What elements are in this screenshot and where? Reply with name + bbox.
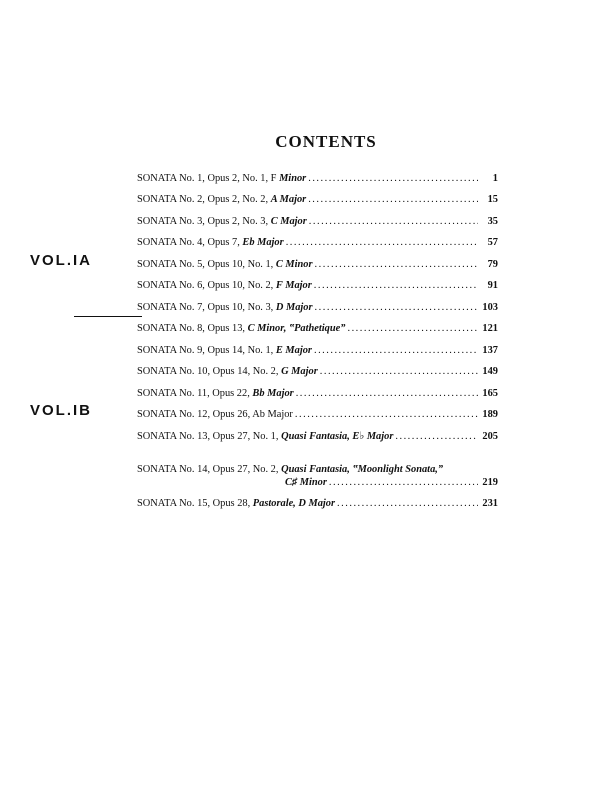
entry-page-number: 91 bbox=[487, 280, 498, 291]
entry-title: SONATA No. 12, Opus 26, Ab Major bbox=[137, 409, 293, 420]
toc-entry-sonata-10 bbox=[137, 357, 498, 379]
entry-key: Minor bbox=[279, 172, 307, 184]
entry-title: SONATA No. 2, Opus 2, No. 2, A Major bbox=[137, 194, 307, 205]
entry-title: SONATA No. 11, Opus 22, Bb Major bbox=[137, 387, 294, 399]
entry-page-number: 121 bbox=[482, 323, 498, 334]
entry-key: C Major bbox=[270, 215, 307, 227]
entry-key: D Major bbox=[275, 301, 313, 313]
entry-page-number: 57 bbox=[487, 237, 498, 248]
dot-leader bbox=[296, 387, 478, 400]
volume-label-ia: VOL.IA bbox=[30, 252, 93, 269]
entry-page-number: 205 bbox=[482, 430, 498, 442]
entry-page-number: 189 bbox=[482, 409, 498, 420]
entry-title: SONATA No. 9, Opus 14, No. 1, E Major bbox=[137, 344, 312, 356]
entry-key: C Minor bbox=[275, 258, 313, 270]
dot-leader bbox=[314, 344, 478, 357]
dot-leader bbox=[309, 215, 478, 228]
dot-leader bbox=[329, 476, 478, 489]
entry-title: SONATA No. 13, Opus 27, No. 1, Quasi Fantasia, E♭ Major bbox=[137, 430, 394, 442]
dot-leader bbox=[320, 365, 478, 378]
toc-entry-sonata-11 bbox=[137, 378, 498, 400]
toc-entry-sonata-2 bbox=[137, 185, 498, 207]
entry-key: C♯ Minor bbox=[285, 476, 327, 488]
dot-leader bbox=[395, 430, 478, 443]
entry-title: SONATA No. 14, Opus 27, No. 2, Quasi Fantasia, ‟Moonlight Sonata,” bbox=[137, 463, 444, 475]
dot-leader bbox=[286, 236, 478, 249]
entry-page-number: 165 bbox=[482, 387, 498, 399]
dot-leader bbox=[295, 408, 478, 421]
toc-entry-sonata-1 bbox=[137, 163, 498, 185]
toc-entry-sonata-5 bbox=[137, 249, 498, 271]
entry-page-number: 149 bbox=[482, 366, 498, 377]
entry-title: SONATA No. 8, Opus 13, C Minor, ‟Pathetique” bbox=[137, 323, 346, 334]
entry-key: G Major bbox=[281, 366, 318, 377]
toc-entry-sonata-13 bbox=[137, 421, 498, 443]
entry-key: Bb Major bbox=[252, 387, 294, 399]
volume-label-ib: VOL.IB bbox=[30, 402, 93, 419]
entry-title: SONATA No. 1, Opus 2, No. 1, F Minor bbox=[137, 172, 307, 184]
volume-divider bbox=[74, 316, 142, 317]
entry-title: SONATA No. 5, Opus 10, No. 1, C Minor bbox=[137, 258, 313, 270]
toc-entry-sonata-3 bbox=[137, 206, 498, 228]
entry-title: SONATA No. 6, Opus 10, No. 2, F Major bbox=[137, 280, 312, 291]
entry-title-continuation bbox=[137, 476, 498, 489]
entry-title: SONATA No. 4, Opus 7, Eb Major bbox=[137, 237, 284, 248]
dot-leader bbox=[314, 279, 478, 292]
dot-leader bbox=[337, 497, 478, 510]
dot-leader bbox=[308, 172, 478, 185]
toc-entry-sonata-9 bbox=[137, 335, 498, 357]
entry-page-number: 231 bbox=[482, 498, 498, 509]
entry-key: A Major bbox=[270, 194, 307, 205]
toc-entry-sonata-4 bbox=[137, 228, 498, 250]
entry-page-number: 1 bbox=[492, 172, 498, 184]
dot-leader bbox=[315, 258, 478, 271]
toc-entry-sonata-12 bbox=[137, 400, 498, 422]
entry-page-number: 15 bbox=[487, 194, 498, 205]
entry-title: SONATA No. 15, Opus 28, Pastorale, D Major bbox=[137, 498, 336, 509]
entry-page-number: 137 bbox=[482, 344, 498, 356]
entry-key: Quasi Fantasia, E♭ Major bbox=[281, 430, 394, 442]
entry-title: SONATA No. 3, Opus 2, No. 3, C Major bbox=[137, 215, 307, 227]
entry-key: Eb Major bbox=[242, 237, 284, 248]
dot-leader bbox=[315, 301, 478, 314]
entry-page-number: 103 bbox=[482, 301, 498, 313]
dot-leader bbox=[347, 322, 478, 335]
entry-key: F Major bbox=[275, 280, 312, 291]
page-title: CONTENTS bbox=[275, 132, 377, 151]
entry-key: E Major bbox=[275, 344, 312, 356]
entry-title: SONATA No. 7, Opus 10, No. 3, D Major bbox=[137, 301, 313, 313]
entry-page-number: 79 bbox=[487, 258, 498, 270]
entry-title: SONATA No. 10, Opus 14, No. 2, G Major bbox=[137, 366, 318, 377]
entry-page-number: 35 bbox=[487, 215, 498, 227]
toc-entry-sonata-7 bbox=[137, 292, 498, 314]
entry-page-number: 219 bbox=[482, 476, 498, 488]
contents-list bbox=[137, 163, 498, 510]
toc-entry-sonata-8 bbox=[137, 314, 498, 336]
toc-entry-sonata-14 bbox=[137, 443, 498, 489]
dot-leader bbox=[308, 193, 478, 206]
entry-key: C Minor, ‟Pathetique” bbox=[247, 323, 346, 334]
entry-key: Pastorale, D Major bbox=[252, 498, 336, 509]
toc-entry-sonata-6 bbox=[137, 271, 498, 293]
toc-entry-sonata-15 bbox=[137, 489, 498, 511]
entry-key: Quasi Fantasia, ‟Moonlight Sonata,” bbox=[281, 463, 444, 475]
